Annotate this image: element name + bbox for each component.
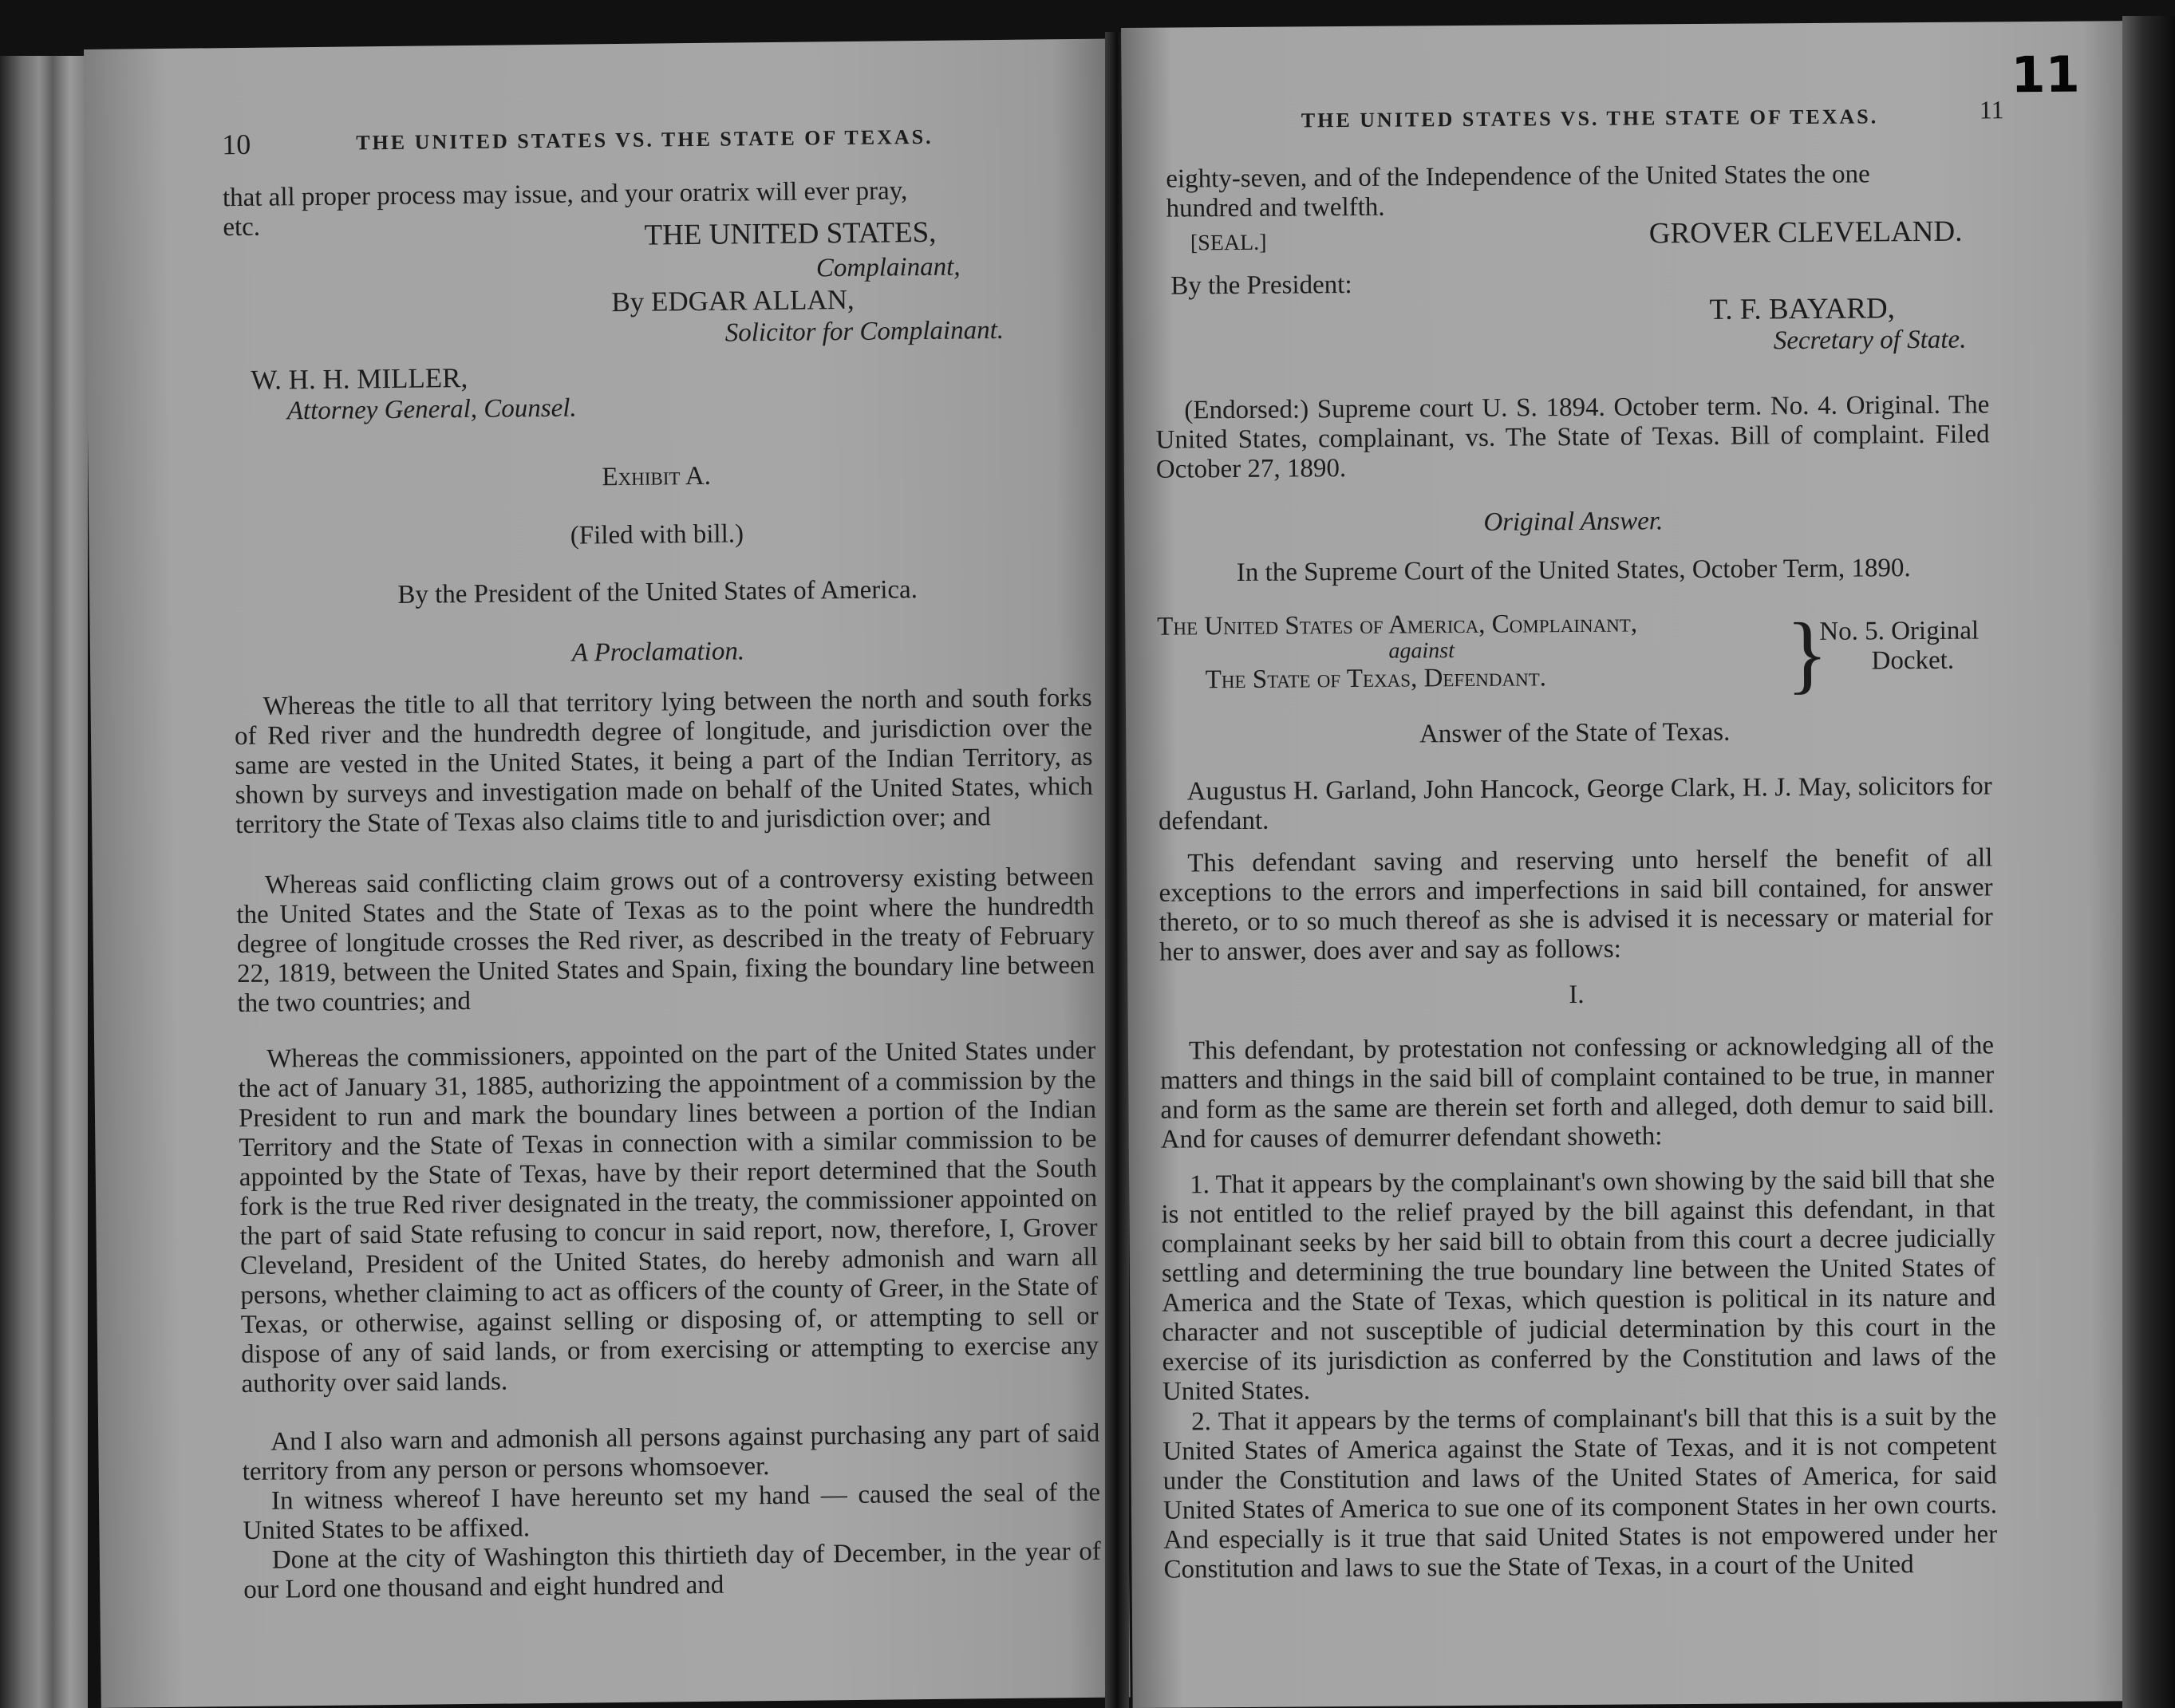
docket-word: Docket. xyxy=(1871,645,1955,676)
secretary-name: T. F. BAYARD, xyxy=(1709,292,1896,326)
caption-brace: } xyxy=(1786,604,1829,703)
cause-1: 1. That it appears by the complainant's own showing by the said bill that she is not entitled to the relief prayed by the bill against this defendant, in that complainant seeks by her said bill to obtain from this court a decree judicially settling and determining the true boundary line between the United States of America and the State of Texas, which question is political in its nature and character and not susceptible of judicial determination by this court in the exercise of its jurisdiction as conferred by the Constitution and laws of the United States. xyxy=(1161,1165,1996,1406)
signer-name: GROVER CLEVELAND. xyxy=(1648,215,1963,250)
complainant-role: Complainant, xyxy=(815,252,961,283)
page-edges xyxy=(0,56,88,1708)
demurrer-paragraph: This defendant, by protestation not confessing or acknowledging all of the matters and things in the said bill of complaint contained to be true, in manner and form as the same are therein set forth and alleged, doth demur to said bill. And for causes of demurrer defendant showeth: xyxy=(1160,1031,1995,1154)
seal-mark: [SEAL.] xyxy=(1190,230,1267,256)
right-page xyxy=(1121,21,2145,1708)
solicitor-name: By EDGAR ALLAN, xyxy=(611,283,855,318)
date-line-1: eighty-seven, and of the Independence of the United States the one xyxy=(1166,160,1870,194)
secretary-role: Secretary of State. xyxy=(1773,325,1967,356)
right-page-edge xyxy=(2122,16,2175,1708)
paragraph-3: Whereas the commissioners, appointed on the part of the United States under the act of January 31, 1885, authorizing the appointment of a commission by the President to run and mark the boundary lines between a portion of the Indian Territory and the State of Texas in connection with a similar commission to be appointed by the State of Texas, have by their report determined that the South fork is the true Red river designated in the treaty, the commissioner appointed on the part of said State refusing to concur in said report, now, therefore, I, Grover Cleveland, President of the United States, do hereby admonish and warn all persons, whether claiming to act as officers of the county of Greer, in the State of Texas, or otherwise, against selling or disposing of, or attempting to sell or dispose of any of said lands, or from exercising or attempting to exercise any authority over said lands. xyxy=(238,1035,1099,1399)
right-running-head: THE UNITED STATES VS. THE STATE OF TEXAS. xyxy=(1301,105,1879,132)
etc-text: etc. xyxy=(223,212,261,243)
caption-against: against xyxy=(1388,638,1455,664)
continuation-line: that all proper process may issue, and your oratrix will ever pray, xyxy=(222,176,908,213)
original-answer-title: Original Answer. xyxy=(1483,507,1664,537)
caption-plaintiff: The United States of America, Complainant, xyxy=(1157,609,1638,641)
complainant-name: THE UNITED STATES, xyxy=(644,215,937,252)
intro-paragraph: This defendant saving and reserving unto herself the benefit of all exceptions to the errors and imperfections in said bill contained, for answer thereto, or to so much thereof as she is advised it is necessary or material for her to answer, does aver and say as follows: xyxy=(1159,843,1993,967)
date-line-2: hundred and twelfth. xyxy=(1166,192,1385,223)
paragraph-4: And I also warn and admonish all persons against purchasing any part of said territory from any person or persons whomsoever. xyxy=(242,1418,1100,1487)
right-page-number: 11 xyxy=(1979,95,2004,124)
filed-note: (Filed with bill.) xyxy=(570,519,744,550)
stamped-page-number: 11 xyxy=(2011,45,2080,105)
section-numeral: I. xyxy=(1569,980,1585,1010)
left-page-number: 10 xyxy=(222,128,251,161)
left-page xyxy=(84,38,1131,1707)
solicitor-role: Solicitor for Complainant. xyxy=(724,315,1005,348)
paragraph-1: Whereas the title to all that territory lying between the north and south forks of Red river and the hundredth degree of longitude, and jurisdiction over the same are vested in the United States, it being a part of the Indian Territory, as shown by surveys and investigation made on behalf of the United States, which territory the State of Texas also claims title to and jurisdiction over; and xyxy=(234,683,1093,840)
proclamation-title: A Proclamation. xyxy=(571,637,745,668)
solicitors-line: Augustus H. Garland, John Hancock, George Clark, H. J. May, solicitors for defendant. xyxy=(1158,771,1992,836)
counsel-role: Attorney General, Counsel. xyxy=(286,393,577,426)
counsel-name: W. H. H. MILLER, xyxy=(251,361,468,396)
exhibit-title: Exhibit A. xyxy=(602,461,712,492)
endorsement: (Endorsed:) Supreme court U. S. 1894. October term. No. 4. Original. The United States, complainant, vs. The State of Texas. Bill of complaint. Filed October 27, 1890. xyxy=(1155,390,1990,484)
paragraph-6: Done at the city of Washington this thirtieth day of December, in the year of our Lord one thousand and eight hundred and xyxy=(243,1536,1101,1605)
caption-defendant: The State of Texas, Defendant. xyxy=(1205,663,1547,695)
court-line: In the Supreme Court of the United States, October Term, 1890. xyxy=(1236,554,1911,588)
cause-2: 2. That it appears by the terms of complainant's bill that this is a suit by the United States of America against the State of Texas, and it is not competent under the Constitution and laws of the United States of America, for said United States of America to sue one of its component States in her own courts. And especially is it true that said United States is not empowered under her Constitution and laws to sue the State of Texas, in a court of the United xyxy=(1162,1402,1998,1584)
paragraph-5: In witness whereof I have hereunto set my hand — caused the seal of the United States to be affixed. xyxy=(243,1477,1101,1546)
paragraph-2: Whereas said conflicting claim grows out of a controversy existing between the United States and the State of Texas as to the point where the hundredth degree of longitude crosses the Red river, as described in the treaty of February 22, 1819, between the United States and Spain, fixing the boundary line between the two countries; and xyxy=(236,862,1095,1019)
docket-number: No. 5. Original xyxy=(1819,616,1980,646)
by-president-heading: By the President of the United States of America. xyxy=(397,575,918,609)
left-running-head: THE UNITED STATES VS. THE STATE OF TEXAS. xyxy=(356,124,934,155)
by-president-line: By the President: xyxy=(1170,270,1352,301)
answer-title: Answer of the State of Texas. xyxy=(1419,717,1731,749)
